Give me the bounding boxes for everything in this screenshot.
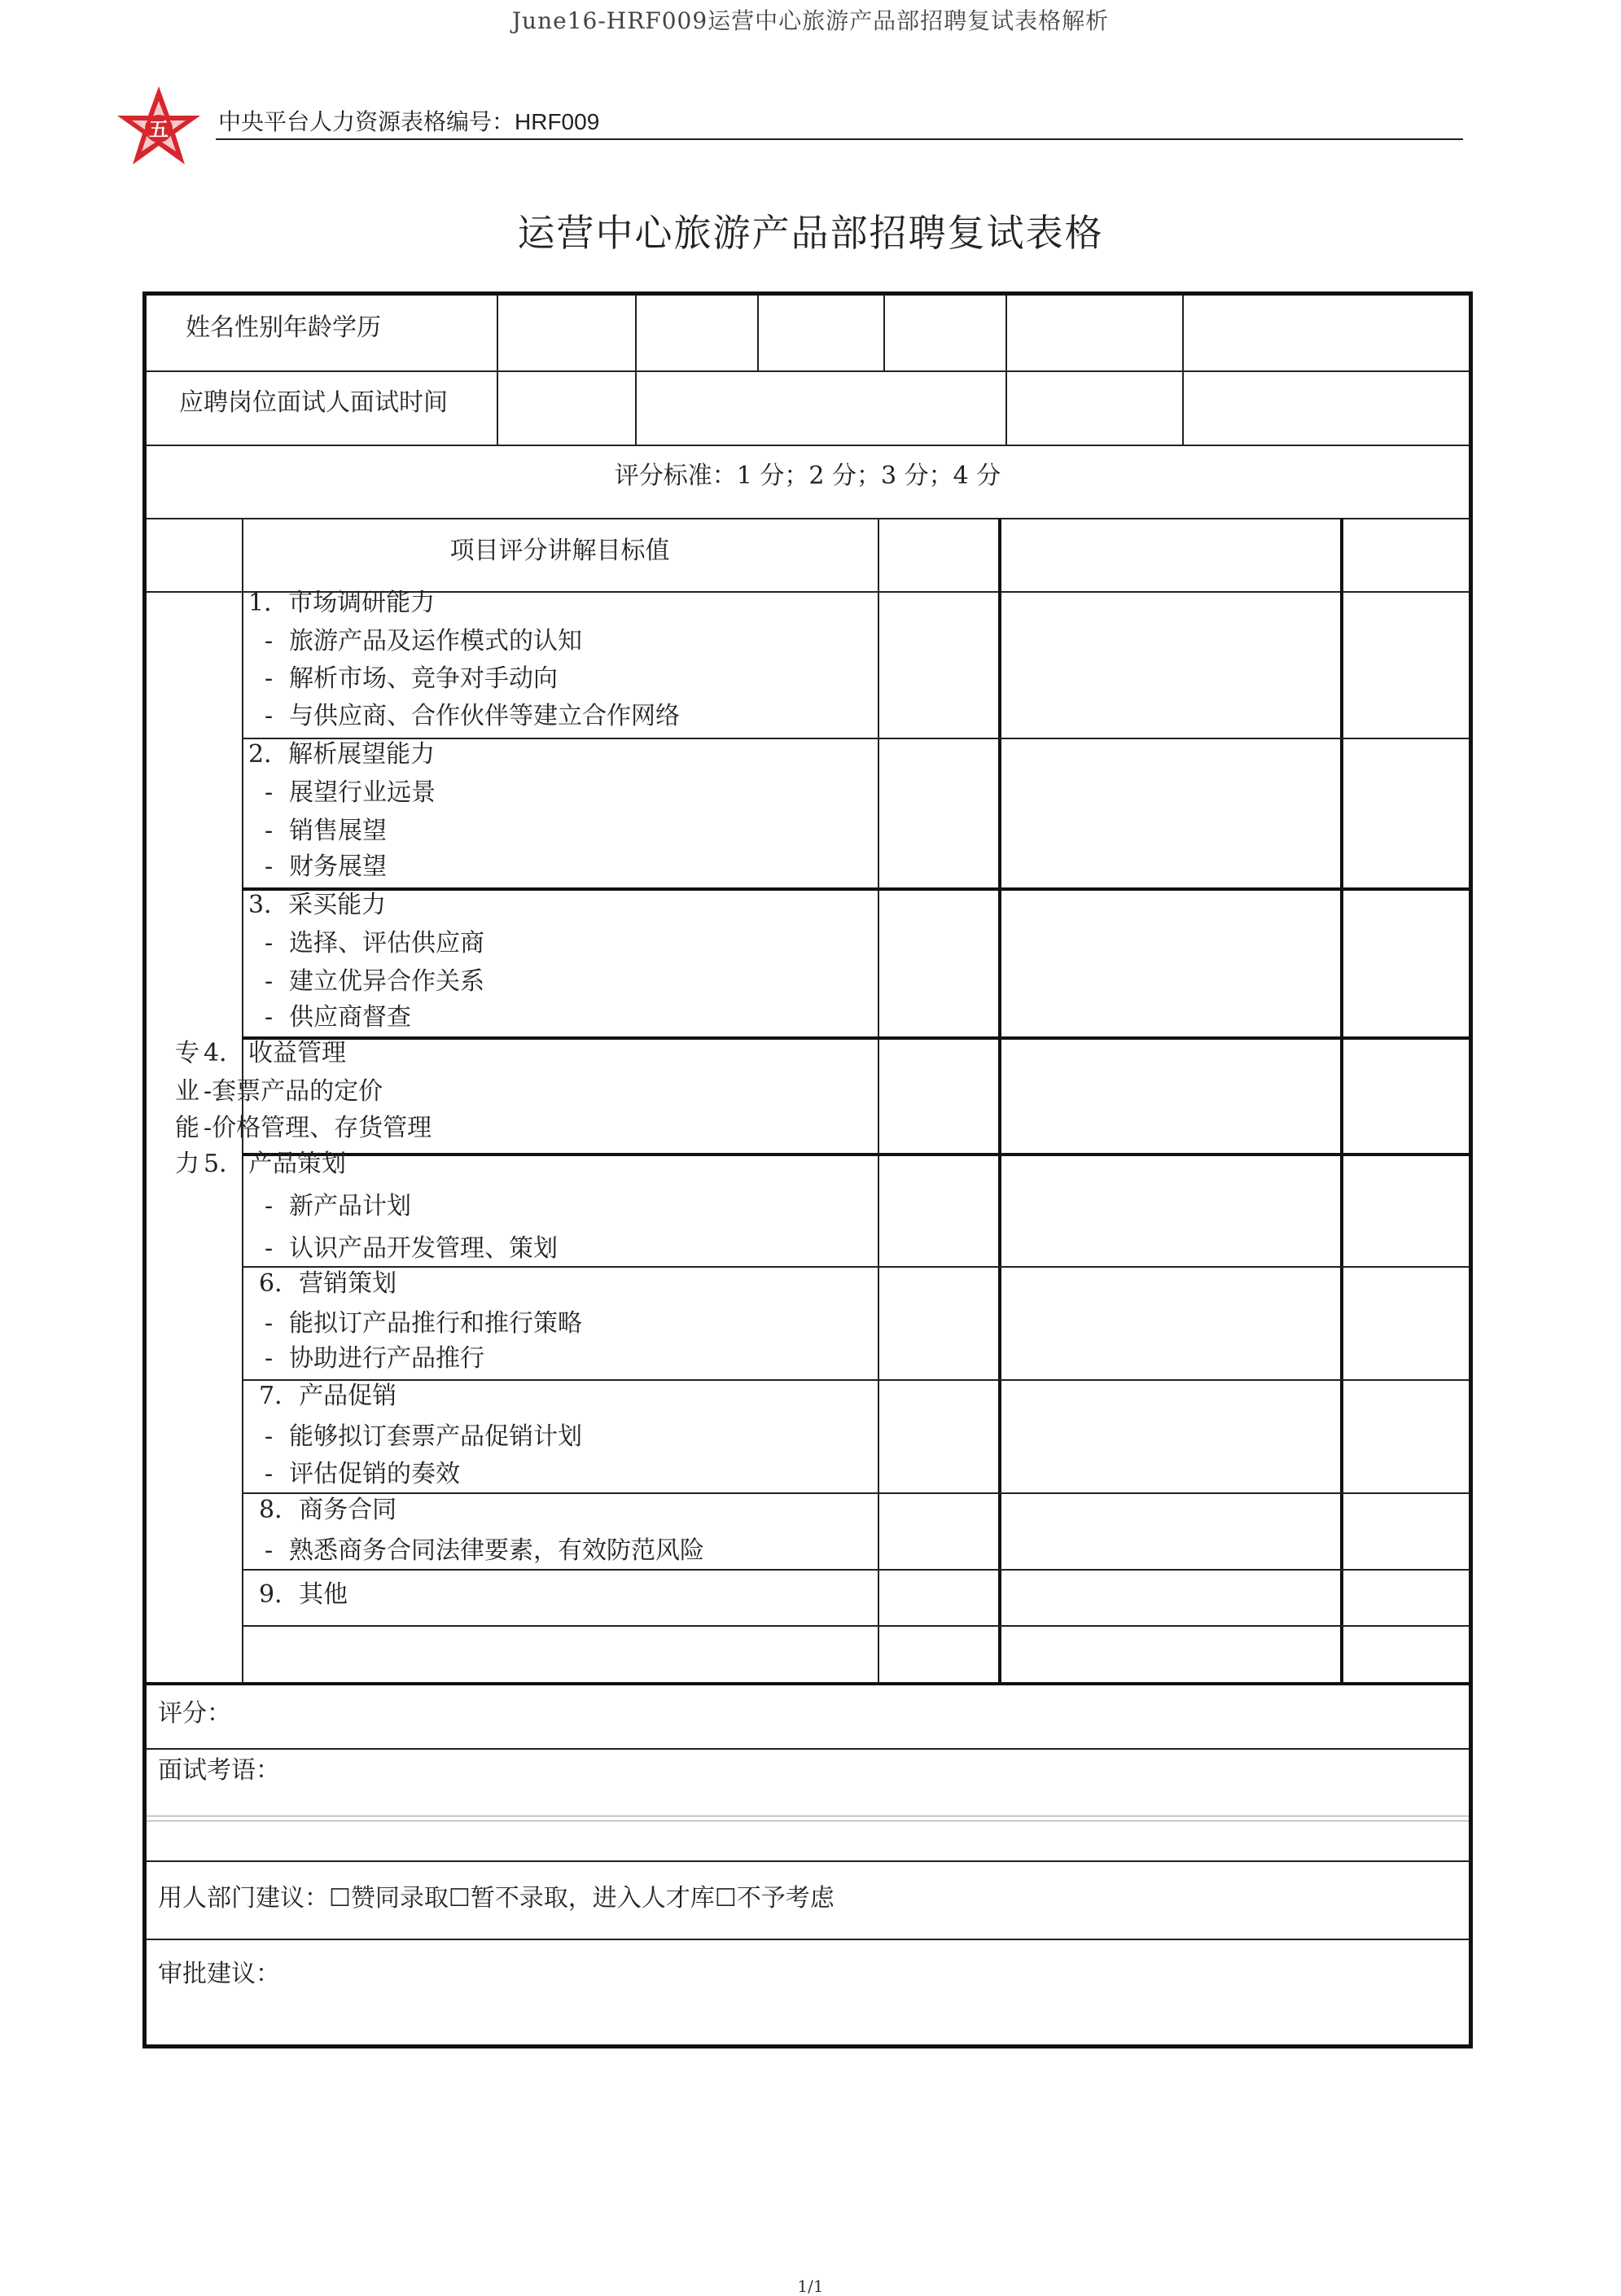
item-sub: - 熟悉商务合同法律要素，有效防范风险 xyxy=(265,1536,704,1565)
item-title: 2．解析展望能力 xyxy=(248,740,436,769)
row-line xyxy=(242,887,1469,891)
category-label-3: 能 xyxy=(175,1114,199,1142)
item-sub: - 与供应商、合作伙伴等建立合作网络 xyxy=(265,702,680,730)
item-sub: - 展望行业远景 xyxy=(265,778,436,807)
item-title: 6．营销策划 xyxy=(259,1269,397,1298)
row-line xyxy=(242,1036,1469,1040)
page-header: June16-HRF009运营中心旅游产品部招聘复试表格解析 xyxy=(511,7,1110,34)
row-line xyxy=(147,370,1469,372)
col-line xyxy=(998,518,1001,1682)
col-line xyxy=(1182,296,1184,445)
item-sub: - 建立优异合作关系 xyxy=(265,967,484,996)
item-sub: -套票产品的定价 xyxy=(204,1077,383,1106)
row-line xyxy=(242,1569,1469,1571)
col-line xyxy=(635,296,637,370)
category-label-2: 业 xyxy=(175,1077,199,1106)
item-sub: - 财务展望 xyxy=(265,852,387,881)
item-title-text: 收益管理 xyxy=(248,1039,346,1067)
info-row-1-label: 姓名性别年龄学历 xyxy=(186,313,381,342)
item-sub: - 选择、评估供应商 xyxy=(265,929,484,957)
row-line xyxy=(147,1860,1469,1862)
interview-comment-label: 面试考语： xyxy=(158,1756,280,1785)
row-line xyxy=(242,1266,1469,1268)
item-sub: - 供应商督查 xyxy=(265,1003,411,1032)
dept-suggestion xyxy=(158,1884,835,1913)
col-line xyxy=(497,296,498,445)
col-line xyxy=(1340,518,1343,1682)
company-logo xyxy=(114,85,204,169)
item-sub: - 旅游产品及运作模式的认知 xyxy=(265,627,582,655)
row-line xyxy=(242,1153,1469,1156)
item-title: 9．其他 xyxy=(259,1580,348,1609)
item-number: 4． xyxy=(204,1039,244,1067)
col-line xyxy=(1005,370,1007,445)
col-line xyxy=(883,296,885,370)
header-rule xyxy=(216,138,1463,140)
row-line xyxy=(147,1682,1469,1685)
item-sub: - 协助进行产品推行 xyxy=(265,1344,484,1373)
column-header: 项目评分讲解目标值 xyxy=(449,537,670,565)
item-sub: -价格管理、存货管理 xyxy=(204,1114,432,1142)
col-line xyxy=(878,518,879,1682)
option-reject-label: 不予考虑 xyxy=(736,1884,835,1913)
item-sub: - 认识产品开发管理、策划 xyxy=(265,1234,558,1263)
page-number: 1/1 xyxy=(797,2276,824,2296)
checkbox-accept[interactable]: ☐ xyxy=(329,1884,351,1913)
item-sub: - 销售展望 xyxy=(265,817,387,845)
row-line xyxy=(242,1379,1469,1381)
item-sub: - 解析市场、竞争对手动向 xyxy=(265,664,558,693)
approval-label: 审批建议： xyxy=(158,1960,280,1988)
col-line xyxy=(1005,296,1007,370)
item-title: 7．产品促销 xyxy=(259,1382,397,1410)
company-header: 中央平台人力资源表格编号：HRF009 xyxy=(218,109,600,134)
logo-glyph: 五 xyxy=(149,118,169,141)
row-line xyxy=(242,738,1469,739)
row-line xyxy=(147,518,1469,519)
row-line xyxy=(242,1492,1469,1494)
item-sub: - 能拟订产品推行和推行策略 xyxy=(265,1309,582,1338)
item-sub: - 评估促销的奏效 xyxy=(265,1460,460,1488)
item-title: 3．采买能力 xyxy=(248,891,387,919)
item-number: 5． xyxy=(204,1150,244,1178)
row-line xyxy=(242,1625,1469,1627)
checkbox-talent-pool[interactable]: ☐ xyxy=(448,1884,471,1913)
row-line xyxy=(147,1939,1469,1940)
score-label: 评分： xyxy=(158,1699,231,1728)
row-line xyxy=(147,1748,1469,1750)
item-sub: - 能够拟订套票产品促销计划 xyxy=(265,1422,582,1451)
item-title: 1．市场调研能力 xyxy=(248,589,436,617)
row-line xyxy=(147,445,1469,446)
category-label-1: 专 xyxy=(175,1039,199,1067)
option-talent-pool-label: 暂不录取，进入人才库 xyxy=(470,1884,715,1913)
scoring-standard: 评分标准：1 分；2 分；3 分；4 分 xyxy=(614,462,1001,490)
category-label-4: 力 xyxy=(175,1150,199,1178)
info-row-2-label: 应聘岗位面试人面试时间 xyxy=(179,388,448,417)
col-line xyxy=(757,296,759,370)
dept-suggestion-label: 用人部门建议： xyxy=(158,1884,329,1913)
recruitment-form xyxy=(142,291,1473,2048)
option-accept-label: 赞同录取 xyxy=(350,1884,449,1913)
col-line xyxy=(635,370,637,445)
checkbox-reject[interactable]: ☐ xyxy=(714,1884,737,1913)
item-sub: - 新产品计划 xyxy=(265,1192,411,1220)
item-title: 8．商务合同 xyxy=(259,1496,397,1524)
item-title-text: 产品策划 xyxy=(248,1150,346,1178)
form-title: 运营中心旅游产品部招聘复试表格 xyxy=(517,211,1104,255)
